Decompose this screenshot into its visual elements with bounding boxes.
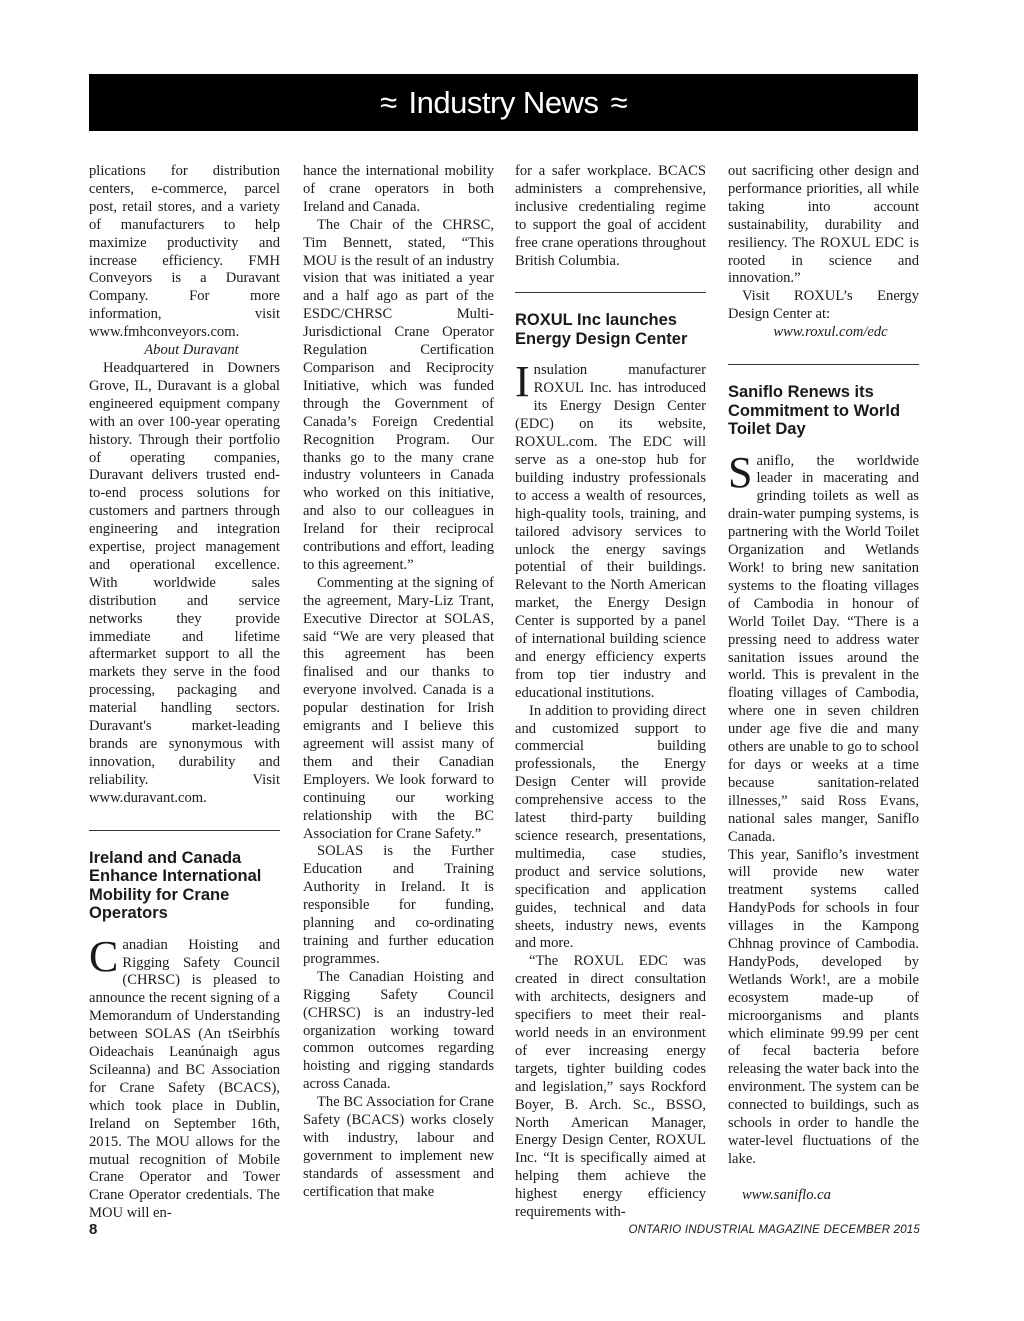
paragraph: “The ROXUL EDC was created in direct consultation with architects, designers and specifiers to meet their real-world needs in an environment of ever increasing energy targets, tighter building codes and legislation,” says Rockford Boyer, B. Arch. Sc., BSSO, North American Manager, Energy Design Center, ROXUL Inc. “It is specifically aimed at helping them achieve the highest energy efficiency requirements with- [515,953,706,1221]
drop-cap: C [89,931,119,981]
paragraph: nsulation manufacturer ROXUL Inc. has introduced its Energy Design Center (EDC) on its website, ROXUL.com. The EDC will serve as a one-stop hub for building industry professionals to access a wealth of resources, high-quality tools, training, and tailored advisory services to unlock the energy savings potential of their buildings. Relevant to the North American market, the Energy Design Center is supported by a panel of international building science and energy efficiency experts from top tier industry and educational institutions. [515,362,706,701]
paragraph: for a safer workplace. BCACS administers a comprehensive, inclusive credentialing regime to support the goal of accident free crane operations throughout British Columbia. [515,163,706,269]
paragraph: Visit ROXUL’s Energy Design Center at: [728,288,919,323]
article-headline-roxul: ROXUL Inc launches Energy Design Center [515,311,688,348]
paragraph: anadian Hoisting and Rigging Safety Council (CHRSC) is pleased to announce the recent signing of a Memorandum of Understanding between SOLAS (An tSeirbhís Oideachais Leanúnaigh agus Scileanna) and BC Association for Crane Safety (BCACS), which took place in Dublin, Ireland on September 16th, 2015. The MOU allows for the mutual recognition of Mobile Crane Operator and Tower Crane Operator credentials. The MOU will en- [89,936,280,1222]
page-number: 8 [89,1221,98,1238]
paragraph: hance the international mobility of crane operators in both Ireland and Canada. [303,163,494,215]
paragraph: This year, Saniflo’s investment will provide new water treatment systems called HandyPods for schools in four villages in the Kampong Chhnag province of Cambodia. HandyPods, developed by Wetlands Work!, are a mobile ecosystem made-up of microorganisms and plants which eliminate 99.99 per cent of fecal bacteria before releasing the water back into the environment. The system can be connected to buildings, such as schools in order to handle the water-level fluctuations of the lake. [728,846,919,1167]
drop-cap: I [515,357,530,407]
paragraph: Commenting at the signing of the agreement, Mary-Liz Trant, Executive Director at SOLAS, said “We are very pleased that this agreement has been finalised and our thanks to everyone involved. Canada is a popular destination for Irish emigrants and I believe this agreement will assist many of them and their Canadian Employers. We look forward to continuing our working relationship with the BC Association for Crane Safety.” [303,574,494,842]
paragraph: The Chair of the CHRSC, Tim Bennett, stated, “This MOU is the result of an industry vision that was initiated a year and a half ago as part of the ESDC/CHRSC Multi-Jurisdictional Crane Operator Regulation Certification Comparison and Reciprocity Initiative, which was funded through the Government of Canada’s Foreign Credential Recognition Program. Our thanks go to the many crane industry volunteers in Canada who worked on this initiative, and also to our colleagues in Ireland for their reciprocal contributions and effort, leading to this agreement.” [303,216,494,573]
article-headline-ireland-canada: Ireland and Canada Enhance International Mobility for Crane Operators [89,848,262,923]
column-3 [515,163,706,1222]
section-divider [89,830,280,831]
column-2 [303,163,494,1202]
paragraph: In addition to providing direct and customized support to commercial building professionals, the Energy Design Center will provide comprehensive access to the latest third-party building science research, presentations, multimedia, case studies, product and service solutions, specification and application guides, technical and data sheets, industry news, events and more. [515,702,706,952]
column-1 [89,163,280,1223]
section-divider [515,292,706,293]
right-wave-symbol: ≈ [610,84,627,120]
paragraph: out sacrificing other design and performance priorities, all while taking into account sustainability, durability and resiliency. The ROXUL EDC is rooted in science and innovation.” [728,163,919,287]
subheading-about-duravant: About Duravant [144,342,239,359]
section-divider [728,364,919,365]
paragraph: aniflo, the worldwide leader in macerating and grinding toilets as well as drain-water pumping systems, is partnering with the World Toilet Organization and Wetlands Work! to bring new sanitation systems to the floating villages of Cambodia in honour of World Toilet Day. “There is a pressing need to address water sanitation issues around the world. This is prevalent in the floating villages of Cambodia, where one in seven children under age five die and many others are unable to go to school for days or weeks at a time because sanitation-related illnesses,” said Ross Evans, national sales manger, Saniflo Canada. [728,452,919,845]
left-wave-symbol: ≈ [380,84,397,120]
drop-cap: S [728,447,753,497]
paragraph: Headquartered in Downers Grove, IL, Duravant is a global engineered equipment company with an over 100-year operating history. Through their portfolio of operating companies, Duravant delivers trusted end-to-end process solutions for customers and partners through engineering and integration expertise, project management and operational excellence. With worldwide sales distribution and service networks they provide immediate and lifetime aftermarket support to all the markets they serve in the food processing, packaging and material handling sectors. Duravant's market-leading brands are synonymous with innovation, durability and reliability. Visit www.duravant.com. [89,359,280,806]
link-saniflo[interactable]: www.saniflo.ca [742,1186,831,1203]
paragraph: The Canadian Hoisting and Rigging Safety Council (CHRSC) is an industry-led organization working toward common outcomes regarding hoisting and rigging standards across Canada. [303,968,494,1093]
link-roxul-edc[interactable]: www.roxul.com/edc [773,324,888,341]
paragraph: The BC Association for Crane Safety (BCACS) works closely with industry, labour and government to implement new standards of assessment and certification that make [303,1094,494,1200]
article-headline-saniflo: Saniflo Renews its Commitment to World Toilet Day [728,383,901,439]
section-banner [89,74,918,131]
section-title: Industry News [408,84,599,120]
paragraph: SOLAS is the Further Education and Training Authority in Ireland. It is responsible for funding, planning and co-ordinating training and further education programmes. [303,843,494,967]
column-4 [728,163,919,1205]
magazine-footer: ONTARIO INDUSTRIAL MAGAZINE DECEMBER 2015 [628,1224,920,1236]
paragraph: plications for distribution centers, e-commerce, parcel post, retail stores, and a variety of manufacturers to help maximize productivity and increase efficiency. FMH Conveyors is a Duravant Company. For more information, visit www.fmhconveyors.com. [89,163,280,341]
